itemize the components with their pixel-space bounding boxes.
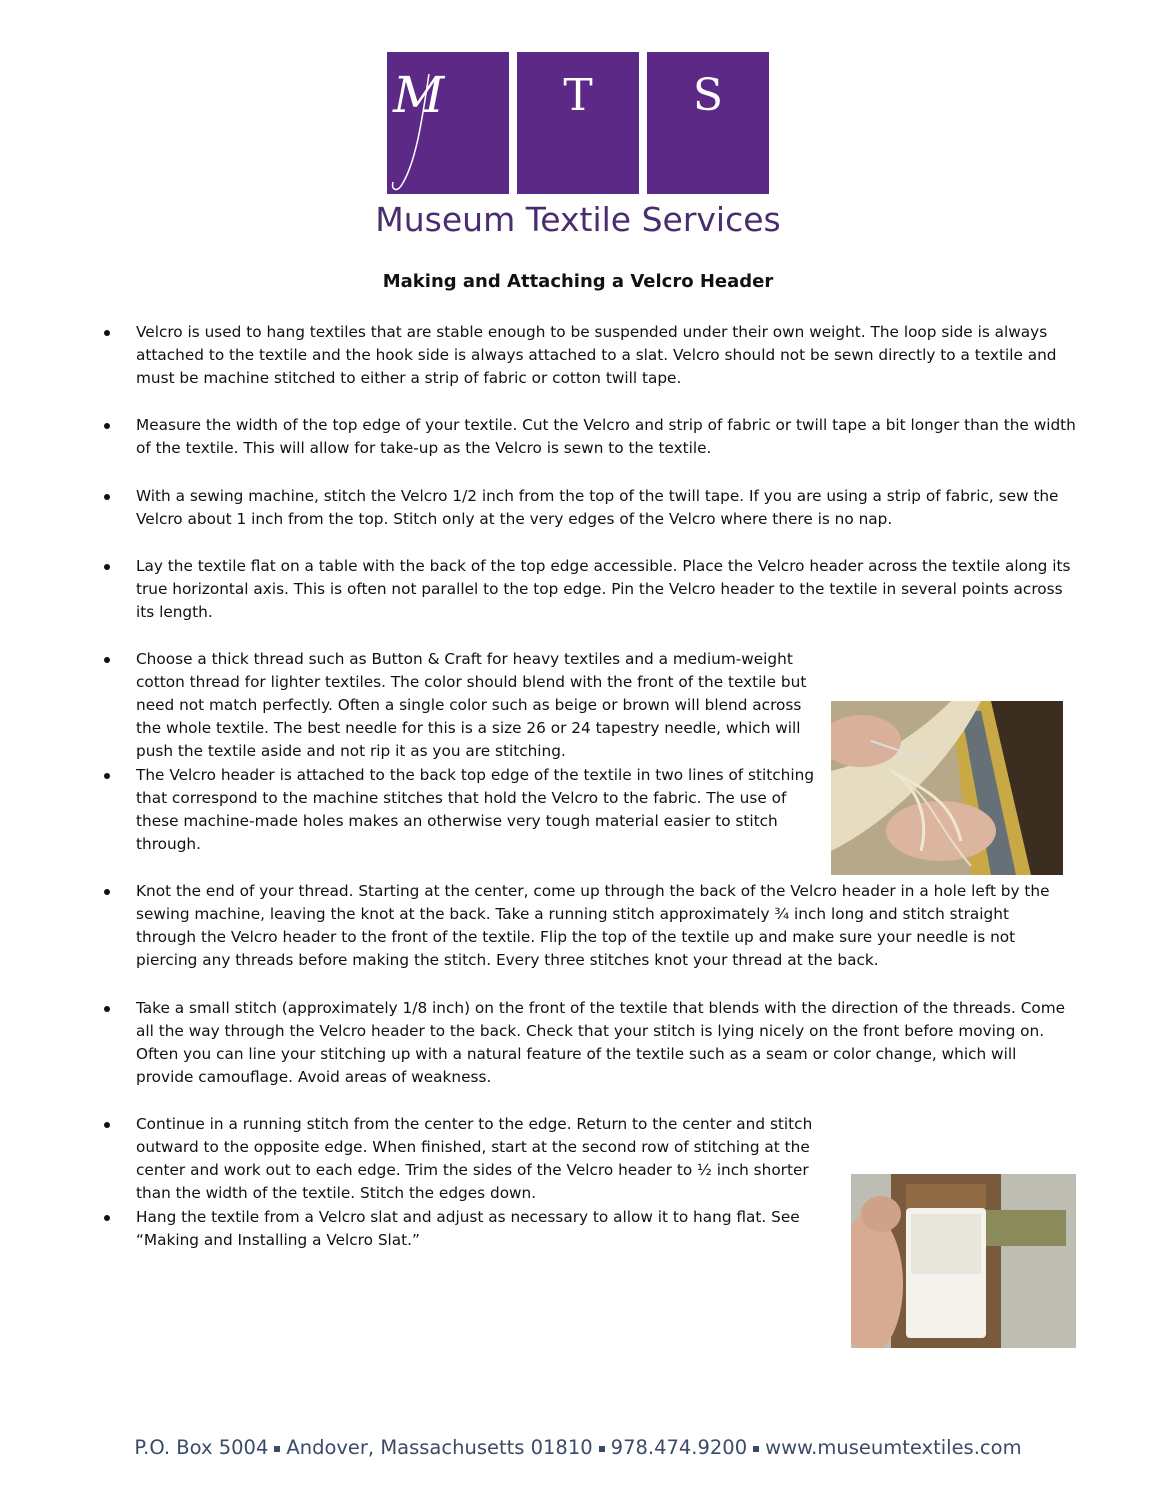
logo-letter-m: M bbox=[393, 66, 445, 124]
list-item: With a sewing machine, stitch the Velcro 1/2 inch from the top of the twill tape. If you are using a strip of fabric, sew the Velcro about 1 inch from the top. Stitch only at the very edges of the Velcro where there is no nap. bbox=[136, 485, 1071, 531]
list-item: Choose a thick thread such as Button & Craft for heavy textiles and a medium-weight cotton thread for lighter textiles. The color should blend with the front of the textile but need not match perfectly. Often a single color such as beige or brown will blend across the whole textile. The best needle for this is a size 26 or 24 tapestry needle, which will push the textile aside and not rip it as you are stitching. bbox=[136, 648, 826, 763]
list-item: Lay the textile flat on a table with the back of the top edge accessible. Place the Velcro header across the textile along its true horizontal axis. This is often not parallel to the top edge. Pin the Velcro header to the textile in several points across its length. bbox=[136, 555, 1076, 624]
separator-icon bbox=[599, 1446, 605, 1452]
logo-box-s bbox=[647, 52, 769, 194]
logo-letter-s: S bbox=[692, 70, 724, 121]
footer-phone: 978.474.9200 bbox=[610, 1436, 748, 1459]
footer bbox=[0, 1436, 1156, 1459]
list-item: Measure the width of the top edge of your textile. Cut the Velcro and strip of fabric or twill tape a bit longer than the width of the textile. This will allow for take-up as the Velcro is sewn to the textile. bbox=[136, 414, 1086, 460]
logo-box-m bbox=[387, 52, 509, 194]
list-item: Hang the textile from a Velcro slat and adjust as necessary to allow it to hang flat. See “Making and Installing a Velcro Slat.” bbox=[136, 1206, 801, 1252]
footer-city: Andover, Massachusetts 01810 bbox=[286, 1436, 593, 1459]
list-item: Velcro is used to hang textiles that are stable enough to be suspended under their own weight. The loop side is always attached to the textile and the hook side is always attached to a slat. Velcro should not be sewn directly to a textile and must be machine stitched to either a strip of fabric or cotton twill tape. bbox=[136, 321, 1061, 390]
separator-icon bbox=[753, 1446, 759, 1452]
footer-website[interactable]: www.museumtextiles.com bbox=[765, 1436, 1022, 1459]
stitching-photo bbox=[831, 701, 1063, 875]
logo-box-t bbox=[517, 52, 639, 194]
list-item: Take a small stitch (approximately 1/8 inch) on the front of the textile that blends with the direction of the threads. Come all the way through the Velcro header to the back. Check that your stitch is lying nicely on the front before moving on. Often you can line your stitching up with a natural feature of the textile such as a seam or color change, which will provide camouflage. Avoid areas of weakness. bbox=[136, 997, 1076, 1089]
logo bbox=[387, 52, 769, 194]
separator-icon bbox=[274, 1446, 280, 1452]
page-title: Making and Attaching a Velcro Header bbox=[382, 271, 774, 292]
org-name: Museum Textile Services bbox=[375, 200, 781, 239]
footer-address: P.O. Box 5004 bbox=[134, 1436, 269, 1459]
list-item: Continue in a running stitch from the center to the edge. Return to the center and stitch outward to the opposite edge. When finished, start at the second row of stitching at the center and work out to each edge. Trim the sides of the Velcro header to ½ inch shorter than the width of the textile. Stitch the edges down. bbox=[136, 1113, 826, 1205]
velcro-header-photo bbox=[851, 1174, 1076, 1348]
logo-letter-t: T bbox=[563, 70, 593, 121]
list-item: Knot the end of your thread. Starting at the center, come up through the back of the Velcro header in a hole left by the sewing machine, leaving the knot at the back. Take a running stitch approximately ¾ inch long and stitch straight through the Velcro header to the front of the textile. Flip the top of the textile up and make sure your needle is not piercing any threads before making the stitch. Every three stitches knot your thread at the back. bbox=[136, 880, 1071, 972]
list-item: The Velcro header is attached to the back top edge of the textile in two lines of stitching that correspond to the machine stitches that hold the Velcro to the fabric. The use of these machine-made holes makes an otherwise very tough material easier to stitch through. bbox=[136, 764, 816, 856]
